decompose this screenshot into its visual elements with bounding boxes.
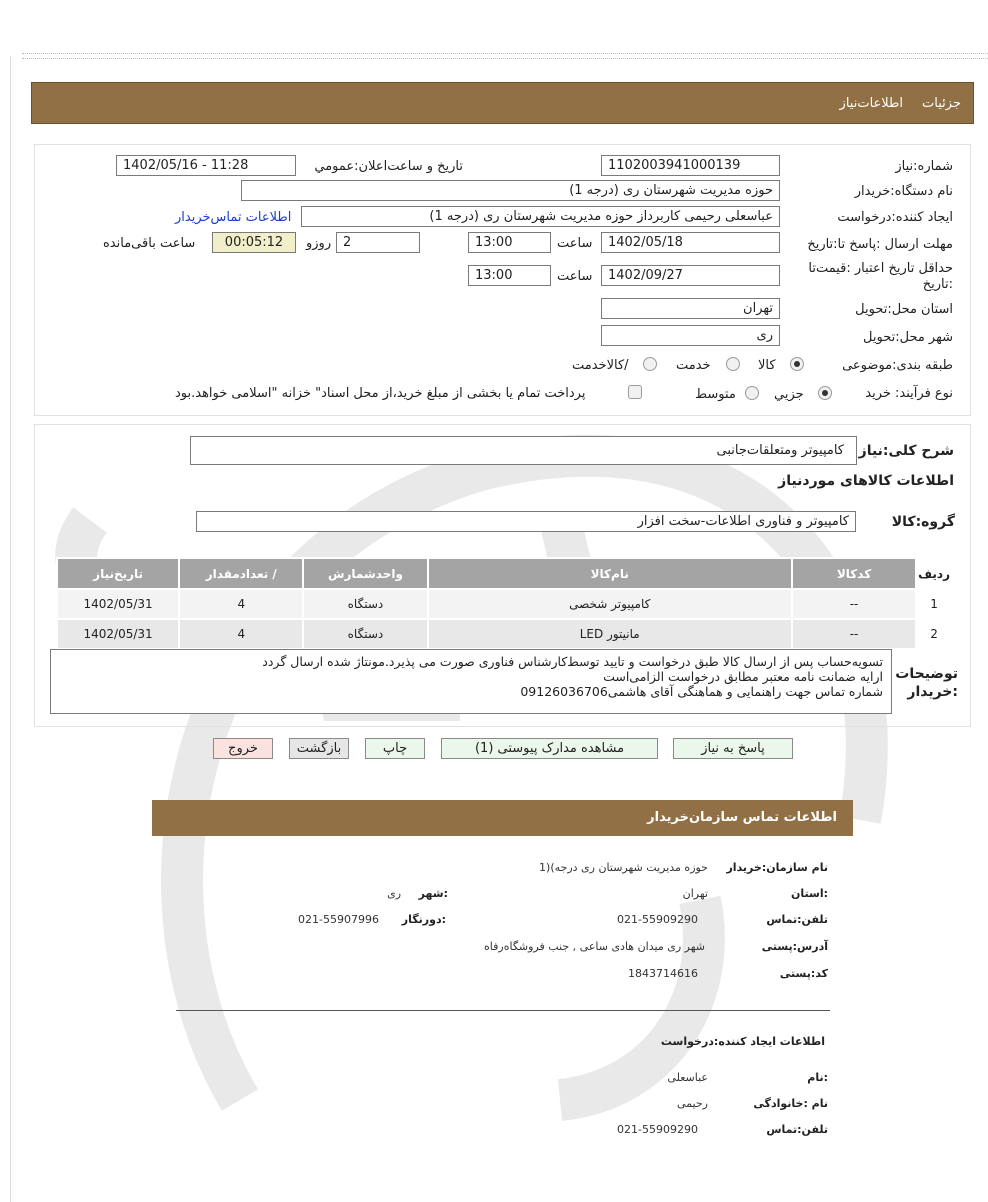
process-option-medium: متوسط (695, 387, 736, 402)
goods-info-title: اطلاعات کالاهای موردنیاز (778, 473, 954, 489)
process-option-minor: جزیي (774, 387, 804, 402)
province-label: استان محل:تحویل (855, 302, 953, 317)
postal-value: 1843714616 (628, 967, 698, 980)
group-label: گروه:کالا (891, 514, 955, 530)
cell-row: 2 (916, 619, 952, 649)
buyer-contact-link[interactable]: اطلاعات تماس‌خریدار (175, 210, 292, 225)
creator-phone-label: تلفن:تماس (766, 1123, 828, 1136)
name-value: عباسعلی (667, 1071, 708, 1084)
col-code: کدکالا (792, 558, 916, 589)
deadline-date-field: 1402/05/18 (601, 232, 780, 253)
postal-label: کد:پستی (779, 967, 828, 980)
remaining-label: ساعت باقی‌مانده (103, 236, 196, 251)
name-label: :نام (807, 1071, 828, 1084)
process-radio-medium[interactable] (745, 386, 759, 400)
fax-value: 021-55907996 (298, 913, 379, 926)
cell-name: مانیتور LED (428, 619, 792, 649)
cell-qty: 4 (179, 589, 303, 619)
category-option-service: خدمت (676, 358, 711, 373)
notes-line: شماره تماس جهت راهنمایی و هماهنگی آقای هاشمی09126036706 (520, 684, 883, 699)
creator-info-title: اطلاعات ایجاد کننده:درخواست (660, 1035, 825, 1048)
announce-label: تاریخ و ساعت‌اعلان:عمومي (314, 159, 463, 174)
phone-label: تلفن:تماس (766, 913, 828, 926)
col-unit: واحدشمارش (303, 558, 427, 589)
creator-label: ایجاد کننده:درخواست (837, 210, 953, 225)
category-radio-service[interactable] (726, 357, 740, 371)
validity-date-field: 1402/09/27 (601, 265, 780, 286)
province-label-2: :استان (791, 887, 828, 900)
col-date: تاریخ‌نیاز (57, 558, 179, 589)
summary-label: شرح کلی:نیاز (858, 443, 954, 459)
family-label: نام :خانوادگی (753, 1097, 828, 1110)
phone-value: 021-55909290 (617, 913, 698, 926)
validity-time-label: ساعت (557, 269, 593, 284)
attachments-button[interactable]: مشاهده مدارک پیوستی (1) (441, 738, 658, 759)
days-label: روزو (306, 236, 332, 251)
header-bar (31, 82, 974, 124)
left-border (10, 56, 11, 1202)
deadline-time-label: ساعت (557, 236, 593, 251)
deadline-label: مهلت ارسال :پاسخ تا:تاریخ (807, 237, 953, 252)
table-header-row (57, 558, 952, 589)
col-name: نام‌کالا (428, 558, 792, 589)
validity-label: حداقل تاریخ اعتبار :قیمت‌تا :تاریخ (808, 261, 953, 292)
org-label: نام سازمان:خریدار (726, 861, 828, 874)
buyer-label: نام دستگاه:خریدار (854, 184, 953, 199)
city-value-2: ری (387, 887, 401, 900)
category-label: طبقه بندی:موضوعی (842, 358, 953, 373)
treasury-checkbox[interactable] (628, 385, 642, 399)
province-field: تهران (601, 298, 780, 319)
back-button[interactable]: بازگشت (289, 738, 349, 759)
cell-unit: دستگاه (303, 589, 427, 619)
tab-need-info[interactable]: اطلاعات‌نیاز (839, 96, 903, 111)
cell-code: -- (792, 619, 916, 649)
reply-button[interactable]: پاسخ به نیاز (673, 738, 793, 759)
cell-row: 1 (916, 589, 952, 619)
validity-time-field: 13:00 (468, 265, 551, 286)
category-option-both: /کالاخدمت (572, 358, 629, 373)
buyer-field: حوزه مدیریت شهرستان ری (درجه 1) (241, 180, 780, 201)
cell-name: کامپیوتر شخصی (428, 589, 792, 619)
announce-field: 1402/05/16 - 11:28 (116, 155, 296, 176)
group-field: کامپیوتر و فناوری اطلاعات-سخت افزار (196, 511, 856, 532)
summary-field: کامپیوتر ومتعلقات‌جانبی (190, 436, 857, 465)
city-field: ری (601, 325, 780, 346)
province-value-2: تهران (682, 887, 708, 900)
table-row (57, 589, 952, 619)
days-field: 2 (336, 232, 420, 253)
notes-line: ارایه ضمانت نامه معتبر مطابق درخواست الزامی‌است (603, 669, 883, 684)
col-row: ردیف (916, 558, 952, 589)
city-label-2: :شهر (418, 887, 448, 900)
exit-button[interactable]: خروج (213, 738, 273, 759)
table-row (57, 619, 952, 649)
need-number-field: 1102003941000139 (601, 155, 780, 176)
category-radio-both[interactable] (643, 357, 657, 371)
contact-header (152, 800, 853, 836)
address-label: آدرس:پستی (761, 940, 828, 953)
city-label: شهر محل:تحویل (863, 330, 953, 345)
top-divider (22, 53, 988, 59)
notes-label: توضیحات :خریدار (895, 666, 958, 700)
category-option-goods: کالا (758, 358, 776, 373)
process-radio-minor[interactable] (818, 386, 832, 400)
remaining-time-field: 00:05:12 (212, 232, 296, 253)
category-radio-goods[interactable] (790, 357, 804, 371)
org-value: حوزه مدیریت شهرستان ری درجه)(1 (539, 861, 708, 874)
deadline-time-field: 13:00 (468, 232, 551, 253)
cell-date: 1402/05/31 (57, 619, 179, 649)
process-label: نوع فرآیند: خرید (865, 386, 953, 401)
print-button[interactable]: چاپ (365, 738, 425, 759)
section-divider (176, 1010, 830, 1011)
cell-unit: دستگاه (303, 619, 427, 649)
cell-code: -- (792, 589, 916, 619)
cell-qty: 4 (179, 619, 303, 649)
creator-field: عباسعلی رحیمی کاربرداز حوزه مدیریت شهرستان ری (درجه 1) (301, 206, 780, 227)
address-value: شهر ری میدان هادی ساعی , جنب فروشگاه‌رفاه (484, 940, 705, 953)
creator-phone-value: 021-55909290 (617, 1123, 698, 1136)
notes-line: تسویه‌حساب پس از ارسال کالا طبق درخواست و تایید توسط‌کارشناس فناوری صورت می پذیرد.مونتاژ شده ارسال گردد (262, 654, 883, 669)
need-number-label: شماره:نیاز (895, 159, 953, 174)
family-value: رحیمی (677, 1097, 708, 1110)
cell-date: 1402/05/31 (57, 589, 179, 619)
treasury-note: پرداخت تمام یا بخشی از مبلغ خرید،از محل اسناد" خزانه "اسلامی خواهد.بود (175, 386, 586, 401)
tab-details[interactable]: جزئیات (922, 96, 961, 111)
goods-table (56, 557, 953, 650)
col-qty: / تعدادمقدار (179, 558, 303, 589)
fax-label: :دورنگار (401, 913, 446, 926)
contact-title: اطلاعات تماس سازمان‌خریدار (647, 810, 837, 825)
notes-box (50, 649, 892, 714)
